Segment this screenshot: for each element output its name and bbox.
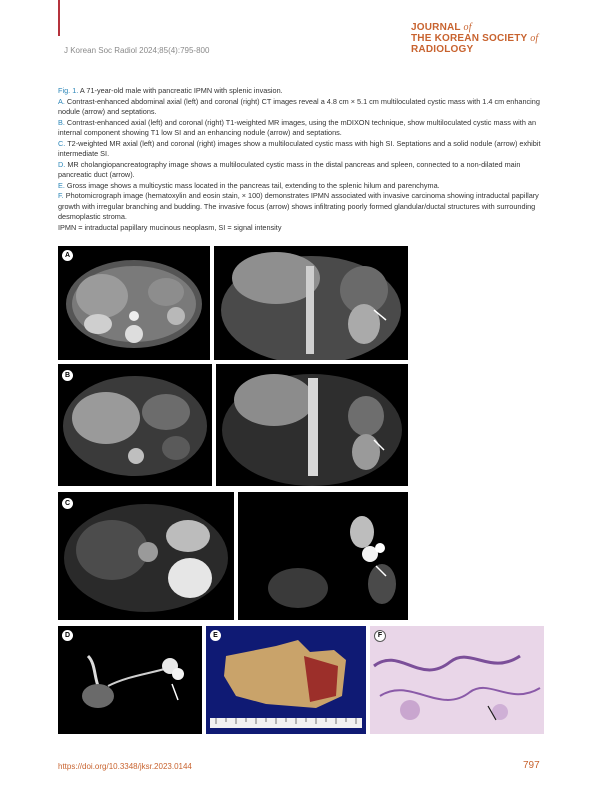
header-accent-bar (58, 0, 60, 36)
panel-c-badge: C (62, 498, 73, 509)
ct-coronal-image (214, 246, 408, 360)
panel-c-t2-coronal (238, 492, 408, 620)
figure-caption (58, 86, 546, 233)
panel-d-badge: D (62, 630, 73, 641)
panel-b-mr-axial (58, 364, 212, 486)
panel-c-t2-axial (58, 492, 234, 620)
doi-link[interactable]: https://doi.org/10.3348/jksr.2023.0144 (58, 762, 192, 771)
caption-c-text: T2-weighted MR axial (left) and coronal (right) images show a multiloculated cystic mass with high SI. Septations and a solid nodule (arrow) exhibit intermediate SI. (58, 138, 541, 158)
panel-d-mrcp (58, 626, 202, 734)
panel-a-ct-coronal (214, 246, 408, 360)
mr-t2-coronal-image (238, 492, 408, 620)
panel-f-badge: F (374, 630, 386, 642)
mr-t2-axial-image (58, 492, 234, 620)
caption-a-text: Contrast-enhanced abdominal axial (left) and coronal (right) CT images reveal a 4.8 cm × 5.1 cm multiloculated cystic mass with 1.4 cm enhancing nodule (arrow) and septations. (58, 96, 540, 116)
caption-b-text: Contrast-enhanced axial (left) and coronal (right) T1-weighted MR images, using the mDIXON technique, show multiloculated cystic mass with an internal component showing T1 low SI and an enhancing nodule (arrow) and septations. (58, 117, 537, 137)
caption-e-label: E. (58, 180, 65, 190)
caption-a-label: A. (58, 96, 65, 106)
caption-b-label: B. (58, 117, 65, 127)
journal-citation: J Korean Soc Radiol 2024;85(4):795-800 (64, 46, 210, 55)
mrcp-image (58, 626, 202, 734)
caption-abbreviations: IPMN = intraductal papillary mucinous neoplasm, SI = signal intensity (58, 222, 282, 232)
caption-f-label: F. (58, 191, 64, 200)
panel-e-badge: E (210, 630, 221, 641)
caption-title-label: Fig. 1. (58, 86, 79, 95)
caption-title: A 71-year-old male with pancreatic IPMN with splenic invasion. (78, 86, 283, 95)
journal-logo: JOURNAL of THE KOREAN SOCIETY of RADIOLOGY (411, 22, 539, 55)
panel-f-histology (370, 626, 544, 734)
caption-d-text: MR cholangiopancreatography image shows a multiloculated cystic mass in the distal pancreas and spleen, connected to a non-dilated main pancreatic duct (arrow). (58, 159, 521, 179)
histology-image (370, 626, 544, 734)
panel-a-badge: A (62, 250, 73, 261)
caption-f-text: Photomicrograph image (hematoxylin and eosin stain, × 100) demonstrates IPMN associated with invasive carcinoma showing intraductal papillary growth with irregular branching and budding. The invasive focus (arrow) shows infiltrating poorly formed glandular/ductal structures with surrounding desmoplastic stroma. (58, 191, 539, 221)
caption-c-label: C. (58, 138, 66, 148)
panel-b-badge: B (62, 370, 73, 381)
caption-d-label: D. (58, 159, 66, 169)
mr-t1-coronal-image (216, 364, 408, 486)
panel-a-ct-axial (58, 246, 210, 360)
ct-axial-image (58, 246, 210, 360)
panel-e-gross (206, 626, 366, 734)
caption-e-text: Gross image shows a multicystic mass located in the pancreas tail, extending to the splenic hilum and parenchyma. (64, 180, 440, 190)
gross-specimen-image (206, 626, 366, 734)
panel-b-mr-coronal (216, 364, 408, 486)
page-number: 797 (523, 760, 540, 771)
mr-t1-axial-image (58, 364, 212, 486)
